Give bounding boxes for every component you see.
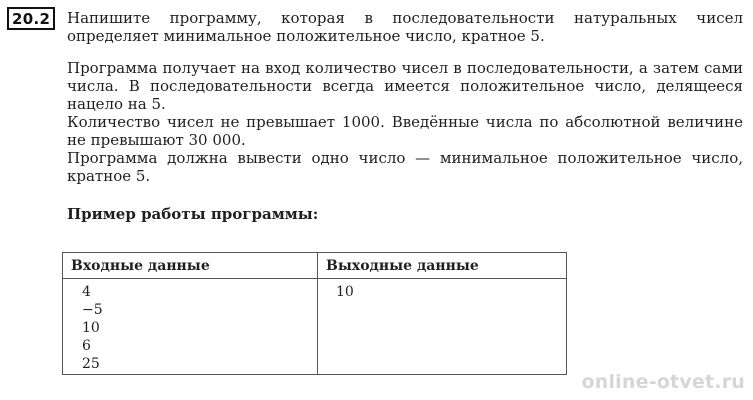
output-line: 10 — [336, 284, 354, 300]
output-lines — [318, 279, 566, 301]
input-lines — [63, 279, 317, 373]
task-description — [67, 59, 743, 185]
example-io-table — [62, 252, 567, 375]
description-paragraph-output-format: Программа должна вывести одно число — минимальное положительное число, кратное 5. — [67, 149, 743, 185]
input-column — [63, 253, 318, 374]
task-statement: Напишите программу, которая в последовательности натуральных чисел определяет минимальное положительное число, кратное 5. — [67, 9, 743, 45]
input-line: 4 — [82, 284, 91, 300]
description-paragraph-input-format: Программа получает на вход количество чисел в последовательности, а затем сами числа. В последовательности всегда имеется положительное число, делящееся нацело на 5. — [67, 59, 743, 113]
input-line: −5 — [82, 302, 103, 318]
input-line: 10 — [82, 320, 100, 336]
input-line: 6 — [82, 338, 91, 354]
description-paragraph-constraints: Количество чисел не превышает 1000. Введённые числа по абсолютной величине не превышают 30 000. — [67, 113, 743, 149]
task-number-badge: 20.2 — [7, 7, 55, 30]
example-caption: Пример работы программы: — [67, 205, 319, 223]
input-header: Входные данные — [63, 253, 317, 279]
output-column — [318, 253, 566, 374]
output-header: Выходные данные — [318, 253, 566, 279]
input-line: 25 — [82, 356, 100, 372]
watermark: online-otvet.ru — [581, 371, 745, 393]
